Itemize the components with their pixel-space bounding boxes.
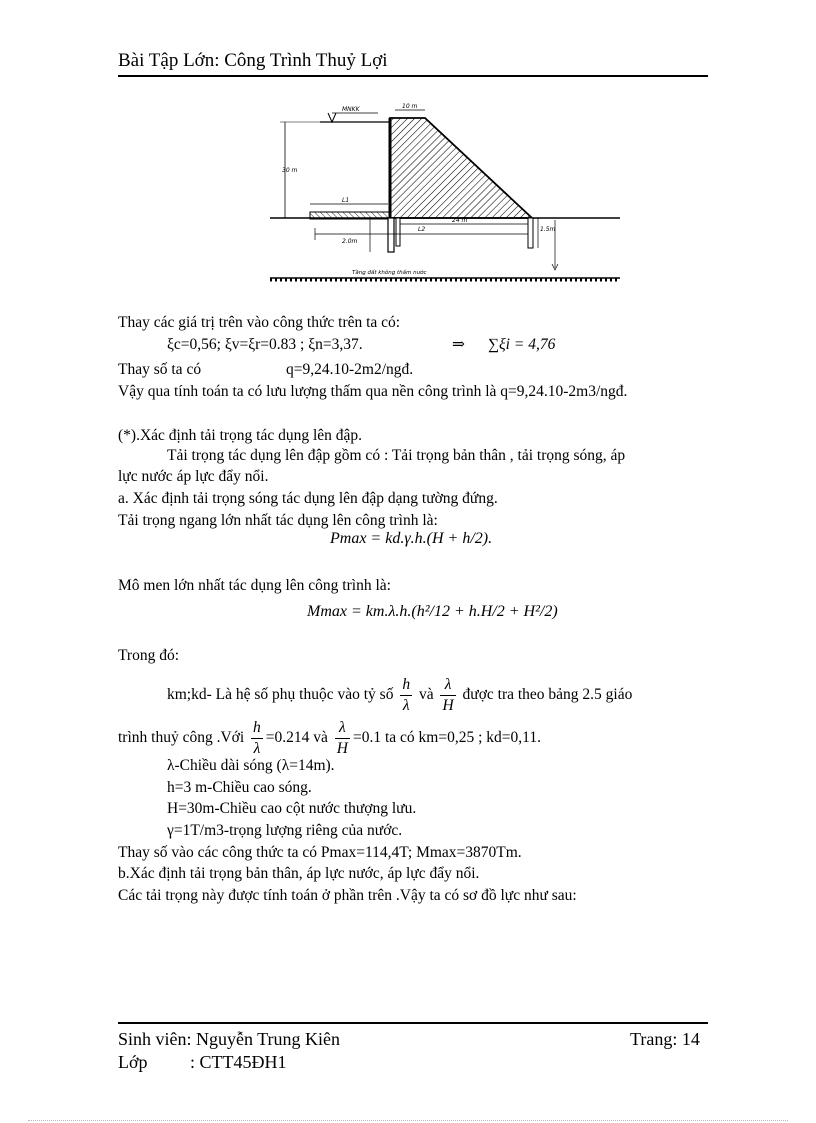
label-height: 30 m — [282, 167, 298, 174]
def-h: h=3 m-Chiều cao sóng. — [167, 779, 312, 796]
ratio-h-lambda-2: $\frac{h}{\lambda}$ — [253, 719, 261, 757]
dam-cross-section-figure — [270, 100, 640, 290]
para-where: Trong đó: — [118, 647, 180, 664]
para-force-diagram: Các tải trọng này được tính toán ở phần trên .Vậy ta có sơ đồ lực như sau: — [118, 887, 577, 904]
downstream-post — [528, 218, 533, 248]
footer-class-label: Lớp — [118, 1052, 148, 1072]
def-H: H=30m-Chiều cao cột nước thượng lưu. — [167, 800, 417, 817]
label-right: 1.5m — [540, 226, 556, 233]
implies-arrow: ⇒ — [452, 336, 465, 353]
def-gamma: γ=1T/m3-trọng lượng riêng của nước. — [167, 822, 403, 839]
para-loads-1: Tải trọng tác dụng lên đập gồm có : Tải trọng bản thân , tải trọng sóng, áp — [167, 447, 626, 464]
page-bottom-border — [28, 1120, 788, 1121]
header-rule — [118, 75, 708, 77]
coef-text-a: km;kd- Là hệ số phụ thuộc vào tỷ số — [167, 686, 394, 704]
para-max-moment: Mô men lớn nhất tác dụng lên công trình là: — [118, 577, 391, 594]
cutoff-wall — [388, 218, 394, 252]
label-base: 24 m — [452, 217, 468, 224]
label-mnkk: MNKK — [342, 106, 360, 113]
xi-values: ξc=0,56; ξv=ξr=0.83 ; ξn=3,37. — [167, 336, 363, 353]
para-substitute: Thay các giá trị trên vào công thức trên ta có: — [118, 314, 401, 331]
section-wave: a. Xác định tải trọng sóng tác dụng lên đập dạng tường đứng. — [118, 490, 498, 507]
coef-text-b: và — [418, 686, 434, 704]
para-coef-2 — [118, 718, 541, 759]
label-note: Tầng đất không thấm nước — [352, 270, 427, 276]
coef-text-f: =0.1 ta có km=0,25 ; kd=0,11. — [353, 729, 541, 747]
xi-sum: ∑ξi = 4,76 — [488, 336, 556, 353]
section-loads: (*).Xác định tải trọng tác dụng lên đập. — [118, 427, 363, 444]
para-loads-2: lực nước áp lực đẩy nổi. — [118, 468, 269, 485]
coef-text-d: trình thuỷ công .Với — [118, 729, 245, 747]
label-inner: L2 — [418, 226, 426, 233]
para-results: Thay số vào các công thức ta có Pmax=114,4T; Mmax=3870Tm. — [118, 844, 522, 861]
coef-text-c: được tra theo bảng 2.5 giáo — [462, 686, 633, 704]
para-substitute-number: Thay số ta có — [118, 361, 202, 378]
footer-student: Sinh viên: Nguyễn Trung Kiên — [118, 1029, 341, 1049]
para-conclusion: Vậy qua tính toán ta có lưu lượng thấm qua nền công trình là q=9,24.10-2m3/ngđ. — [118, 383, 628, 400]
footer-page-number: Trang: 14 — [630, 1029, 700, 1049]
label-apron: L1 — [342, 197, 350, 204]
ratio-lambda-H: $\frac{\lambda}{H}$ — [442, 676, 454, 714]
upstream-apron — [310, 212, 390, 219]
label-depth: 2.0m — [342, 238, 358, 245]
footer-rule — [118, 1022, 708, 1024]
para-coef-1 — [167, 675, 632, 716]
q-value: q=9,24.10-2m2/ngđ. — [286, 361, 414, 378]
ratio-lambda-H-2: $\frac{\lambda}{H}$ — [336, 719, 348, 757]
coef-text-e: =0.214 và — [265, 729, 328, 747]
formula-mmax: Mmax = km.λ.h.(h²/12 + h.H/2 + H²/2) — [307, 603, 558, 620]
para-max-horizontal: Tải trọng ngang lớn nhất tác dụng lên công trình là: — [118, 512, 438, 529]
ratio-h-lambda: $\frac{h}{\lambda}$ — [402, 676, 411, 714]
formula-pmax: Pmax = kd.γ.h.(H + h/2). — [330, 530, 493, 547]
label-crest: 10 m — [402, 103, 418, 110]
def-lambda: λ-Chiều dài sóng (λ=14m). — [167, 757, 335, 774]
footer-class-value: : CTT45ĐH1 — [190, 1052, 287, 1072]
page-header-title: Bài Tập Lớn: Công Trình Thuỷ Lợi — [118, 50, 388, 71]
section-self-weight: b.Xác định tải trọng bản thân, áp lực nước, áp lực đẩy nổi. — [118, 865, 480, 882]
dam-body — [390, 118, 532, 218]
